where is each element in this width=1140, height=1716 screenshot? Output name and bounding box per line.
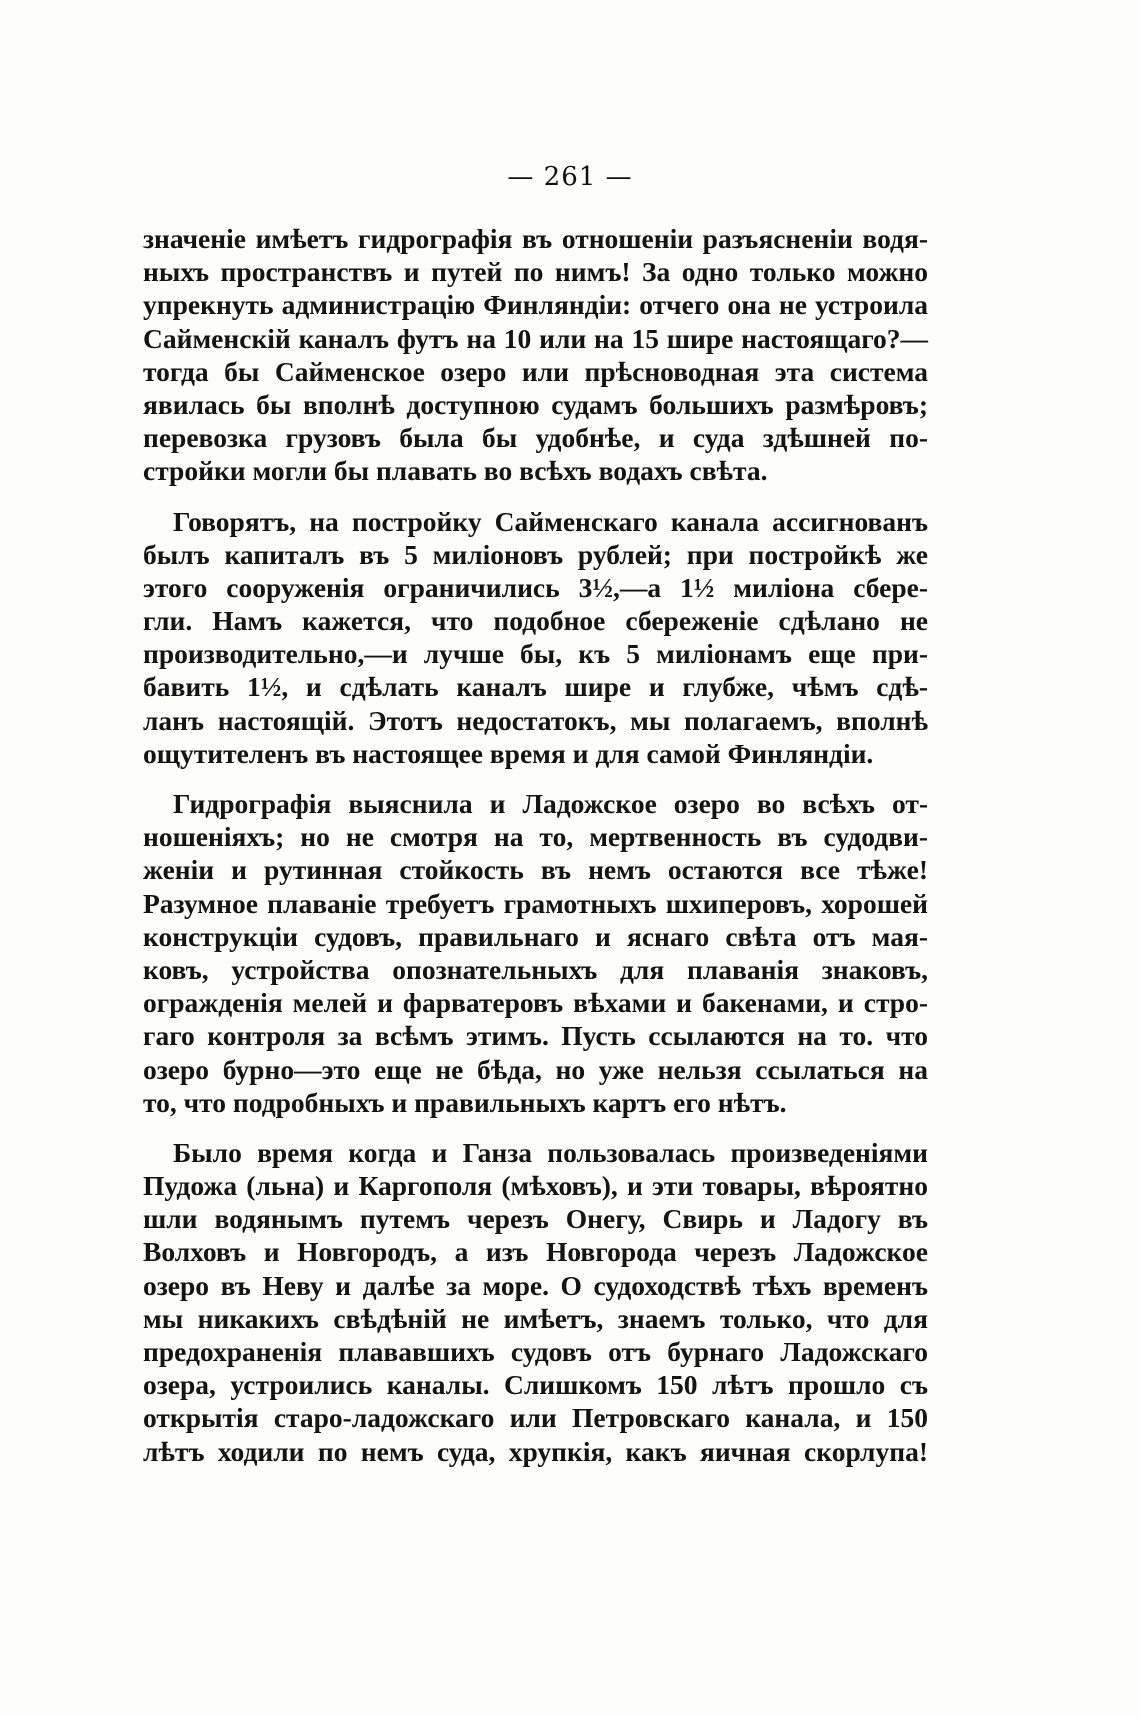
text-line: ковъ, устройства опознательныхъ для плаванія знаковъ,	[143, 953, 928, 985]
text-line: перевозка грузовъ была бы удобнѣе, и суда здѣшней по-	[143, 422, 928, 454]
text-line: Пудожа (льна) и Каргополя (мѣховъ), и эти товары, вѣроятно	[143, 1170, 928, 1202]
text-line: значеніе имѣетъ гидрографія въ отношеніи разъясненіи водя-	[143, 223, 928, 254]
paragraph-2	[143, 505, 928, 771]
text-line: Волховъ и Новгородъ, а изъ Новгорода черезъ Ладожское	[143, 1236, 928, 1268]
text-line: предохраненія плававшихъ судовъ отъ бурнаго Ладожскаго	[143, 1336, 928, 1367]
text-line: Разумное плаваніе требуетъ грамотныхъ шхиперовъ, хорошей	[143, 887, 928, 919]
text-line: ланъ настоящій. Этотъ недостатокъ, мы полагаемъ, вполнѣ	[143, 704, 928, 736]
text-line: Говорятъ, на постройку Сайменскаго канала ассигнованъ	[173, 505, 928, 537]
paragraph-4	[143, 1136, 928, 1468]
text-line: былъ капиталъ въ 5 миліоновъ рублей; при постройкѣ же	[143, 538, 928, 570]
text-line: лѣтъ ходили по немъ суда, хрупкія, какъ яичная скорлупа!	[143, 1435, 928, 1467]
text-line: озеро въ Неву и далѣе за море. О судоходствѣ тѣхъ временъ	[143, 1269, 928, 1301]
text-line: гли. Намъ кажется, что подобное сбереженіе сдѣлано не	[143, 605, 928, 637]
text-line: производительно,—и лучше бы, къ 5 миліонамъ еще при-	[143, 638, 928, 670]
text-line: гаго контроля за всѣмъ этимъ. Пусть ссылаются на то. что	[143, 1020, 928, 1052]
text-line: Гидрографія выяснила и Ладожское озеро во всѣхъ от-	[173, 788, 928, 819]
paragraph-3	[143, 787, 928, 1119]
text-line: мы никакихъ свѣдѣній не имѣетъ, знаемъ только, что для	[143, 1302, 928, 1334]
text-line: стройки могли бы плавать во всѣхъ водахъ свѣта.	[143, 455, 768, 487]
text-line: озера, устроились каналы. Слишкомъ 150 лѣтъ прошло съ	[143, 1369, 928, 1401]
text-line: бавить 1½, и сдѣлать каналъ шире и глубже, чѣмъ сдѣ-	[143, 671, 928, 703]
text-line: шли водянымъ путемъ черезъ Онегу, Свирь и Ладогу въ	[143, 1203, 928, 1235]
text-line: Сайменскій каналъ футъ на 10 или на 15 шире настоящаго?—	[143, 322, 928, 354]
text-line: озеро бурно—это еще не бѣда, но уже нельзя ссылаться на	[143, 1053, 928, 1085]
body-text	[143, 222, 928, 1485]
page-number: — 261 —	[507, 162, 633, 192]
text-line: этого сооруженія ограничились 3½,—а 1½ миліона сбере-	[143, 571, 928, 603]
text-line: женіи и рутинная стойкость въ немъ остаются все тѣже!	[143, 854, 928, 886]
text-line: упрекнуть администрацію Финляндіи: отчего она не устроила	[143, 289, 928, 321]
text-line: тогда бы Сайменское озеро или прѣсноводная эта система	[143, 355, 928, 387]
text-line: огражденія мелей и фарватеровъ вѣхами и бакенами, и стро-	[143, 987, 928, 1019]
text-line: то, что подробныхъ и правильныхъ картъ его нѣтъ.	[143, 1086, 787, 1118]
text-line: ныхъ пространствъ и путей по нимъ! За одно только можно	[143, 256, 928, 288]
text-line: Было время когда и Ганза пользовалась произведеніями	[173, 1136, 928, 1168]
text-line: явилась бы вполнѣ доступною судамъ большихъ размѣровъ;	[143, 388, 928, 420]
paragraph-1	[143, 222, 928, 488]
text-line: открытія старо-ладожскаго или Петровскаго канала, и 150	[143, 1402, 928, 1434]
text-line: конструкціи судовъ, правильнаго и яснаго свѣта отъ мая-	[143, 920, 928, 952]
text-line: ношеніяхъ; но не смотря на то, мертвенность въ судодви-	[143, 821, 928, 853]
text-line: ощутителенъ въ настоящее время и для самой Финляндіи.	[143, 737, 874, 769]
